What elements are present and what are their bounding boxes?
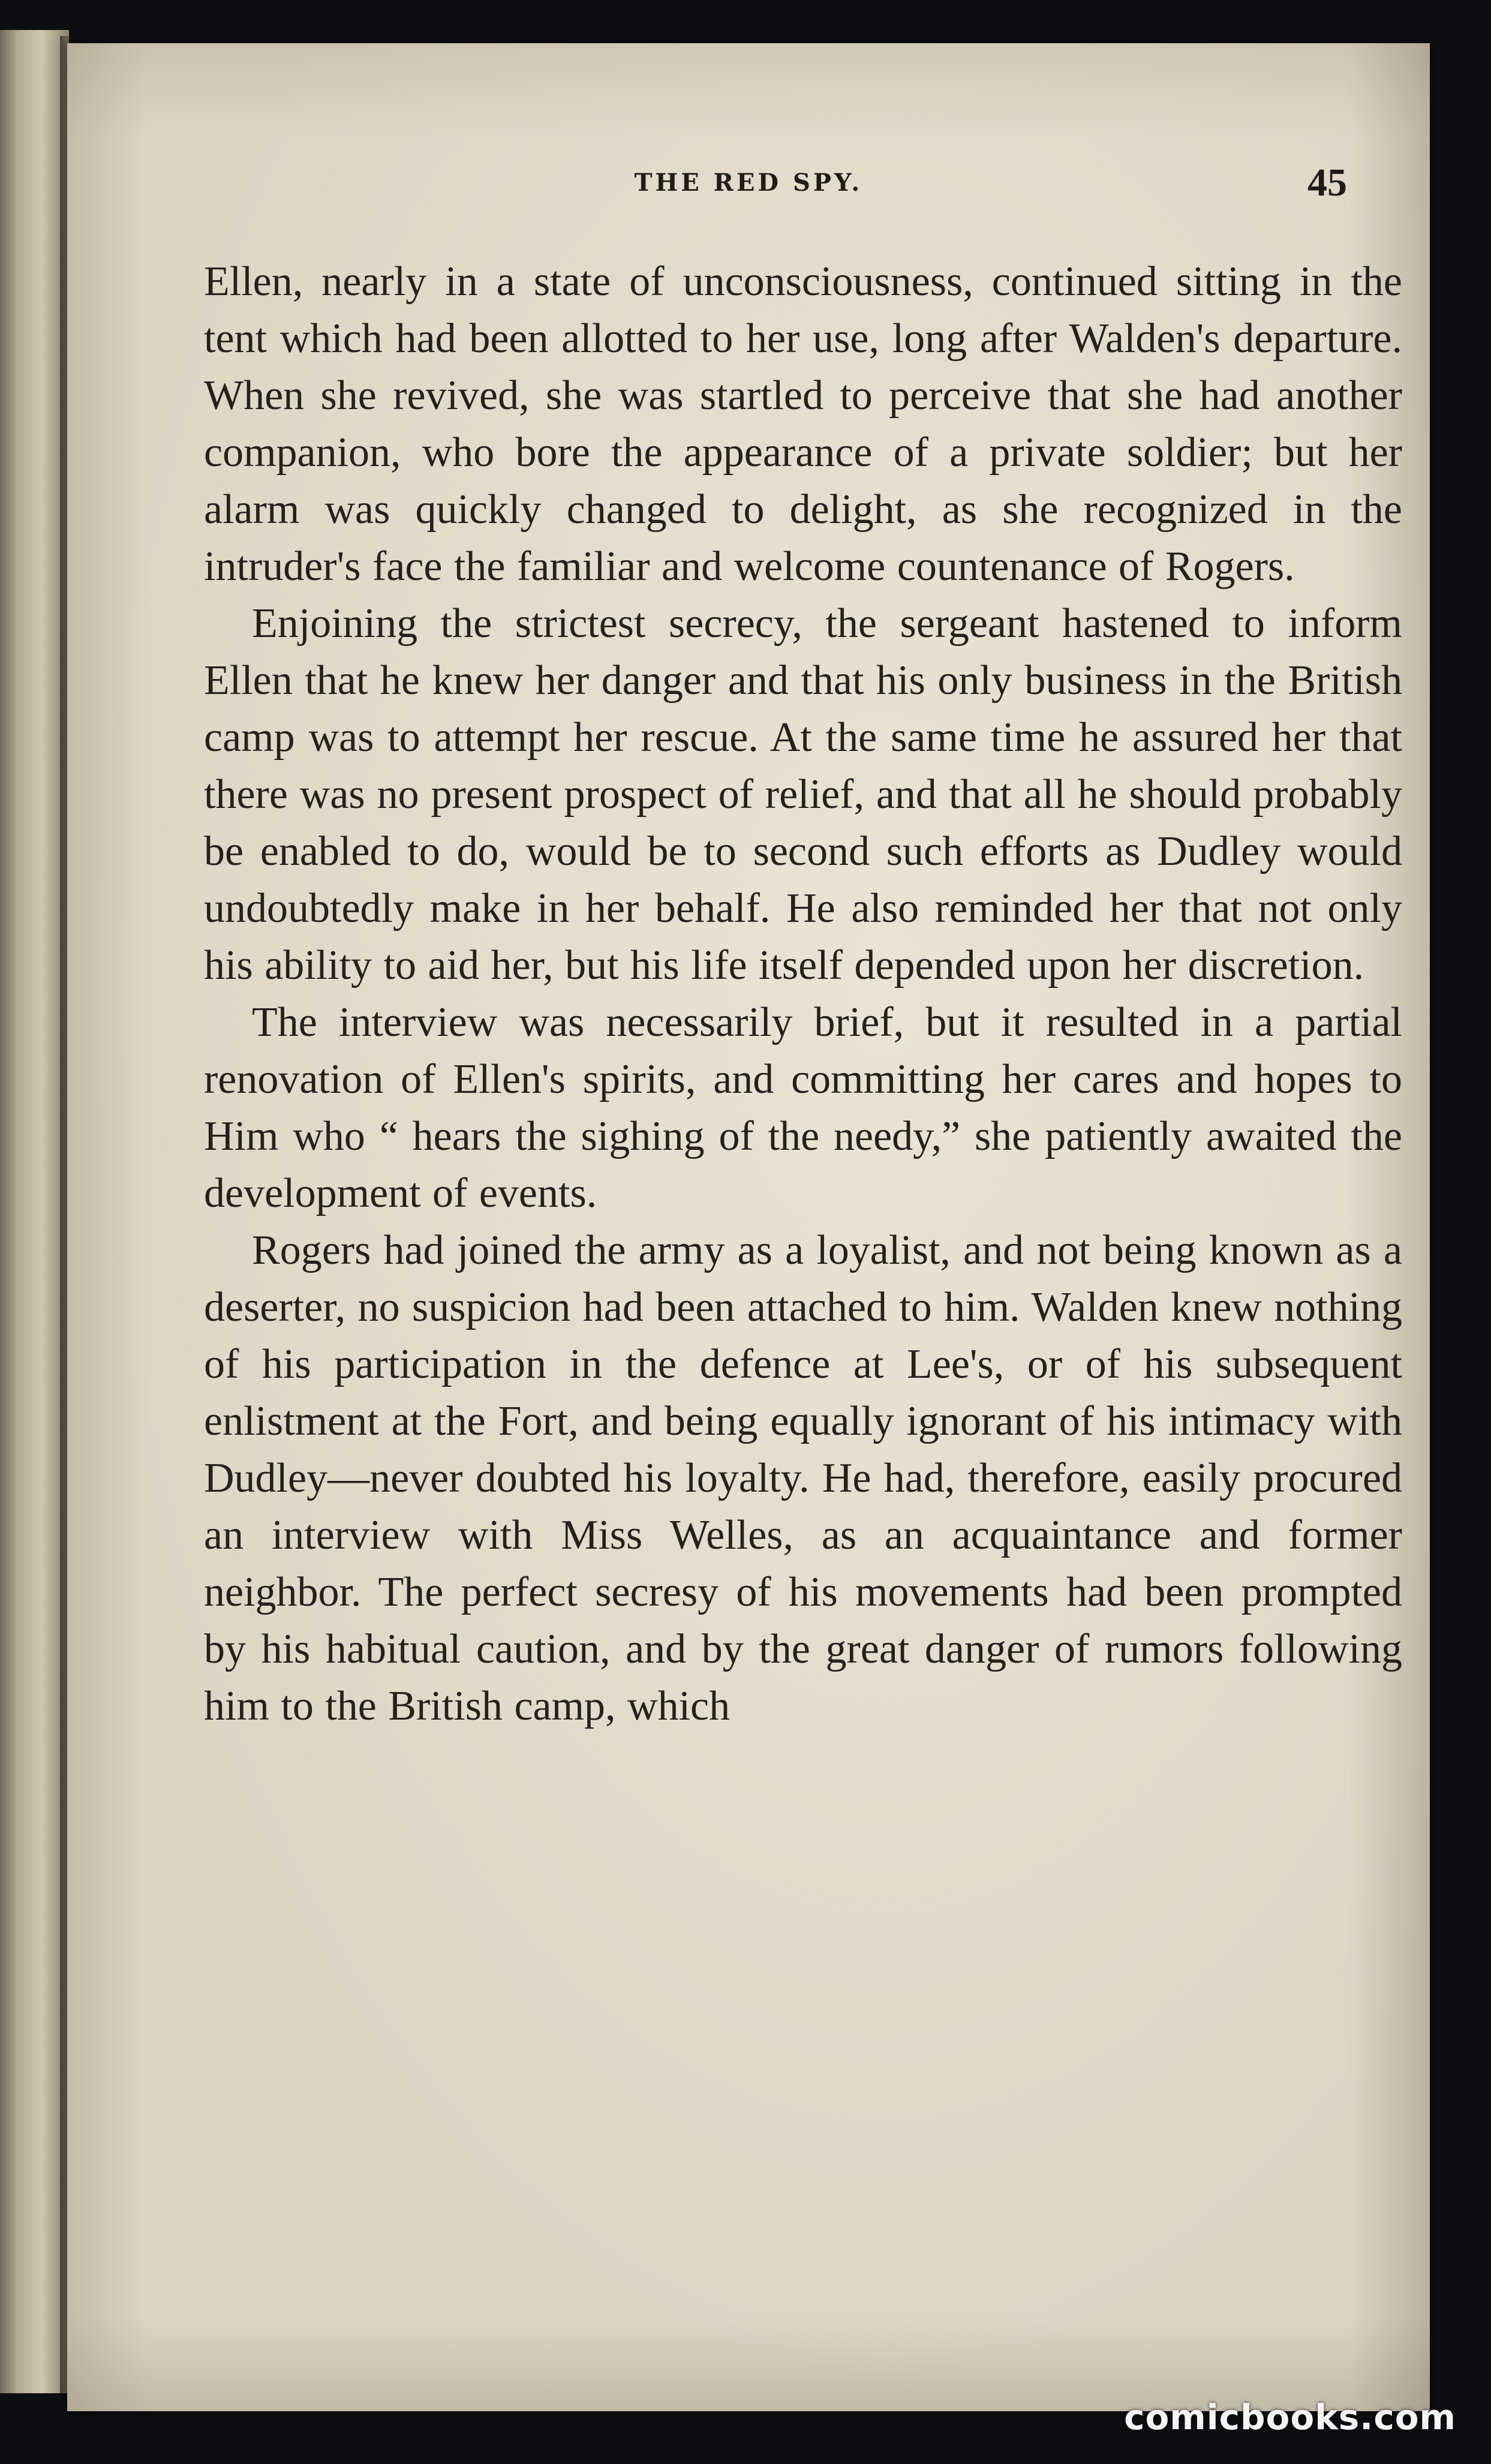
paragraph-3: The interview was necessarily brief, but it resulted in a partial renovation of Ellen's spirits, and committing her cares and hopes to Him who “ hears the sighing of the needy,” she patiently awaited the development of events. [204,999,1402,1216]
paragraph-1: Ellen, nearly in a state of unconsciousness, continued sitting in the tent which had been allotted to her use, long after Walden's departure. When she revived, she was startled to perceive that she had another companion, who bore the appearance of a private soldier; but her alarm was quickly changed to delight, as she recognized in the intruder's face the familiar and welcome countenance of Rogers. [204,259,1402,590]
running-title: THE RED SPY. [634,169,863,197]
watermark: comicbooks.com [1124,2397,1456,2438]
running-head [67,162,1430,204]
previous-page-edge [0,30,69,2393]
body-text [204,253,1402,1735]
paragraph-2: Enjoining the strictest secrecy, the sergeant hastened to inform Ellen that he knew her danger and that his only business in the British camp was to attempt her rescue. At the same time he assured her that there was no present prospect of relief, and that all he should probably be enabled to do, would be to second such efforts as Dudley would undoubtedly make in her behalf. He also reminded her that not only his ability to aid her, but his life itself depended upon her discretion. [204,600,1402,988]
page-number: 45 [1307,161,1347,205]
book-page [67,43,1430,2411]
paragraph-4: Rogers had joined the army as a loyalist, and not being known as a deserter, no suspicion had been attached to him. Walden knew nothing of his participation in the defence at Lee's, or of his subsequent enlistment at the Fort, and being equally ignorant of his intimacy with Dudley—never doubted his loyalty. He had, therefore, easily procured an interview with Miss Welles, as an acquaintance and former neighbor. The perfect secresy of his movements had been prompted by his habitual caution, and by the great danger of rumors following him to the British camp, which [204,1227,1402,1729]
